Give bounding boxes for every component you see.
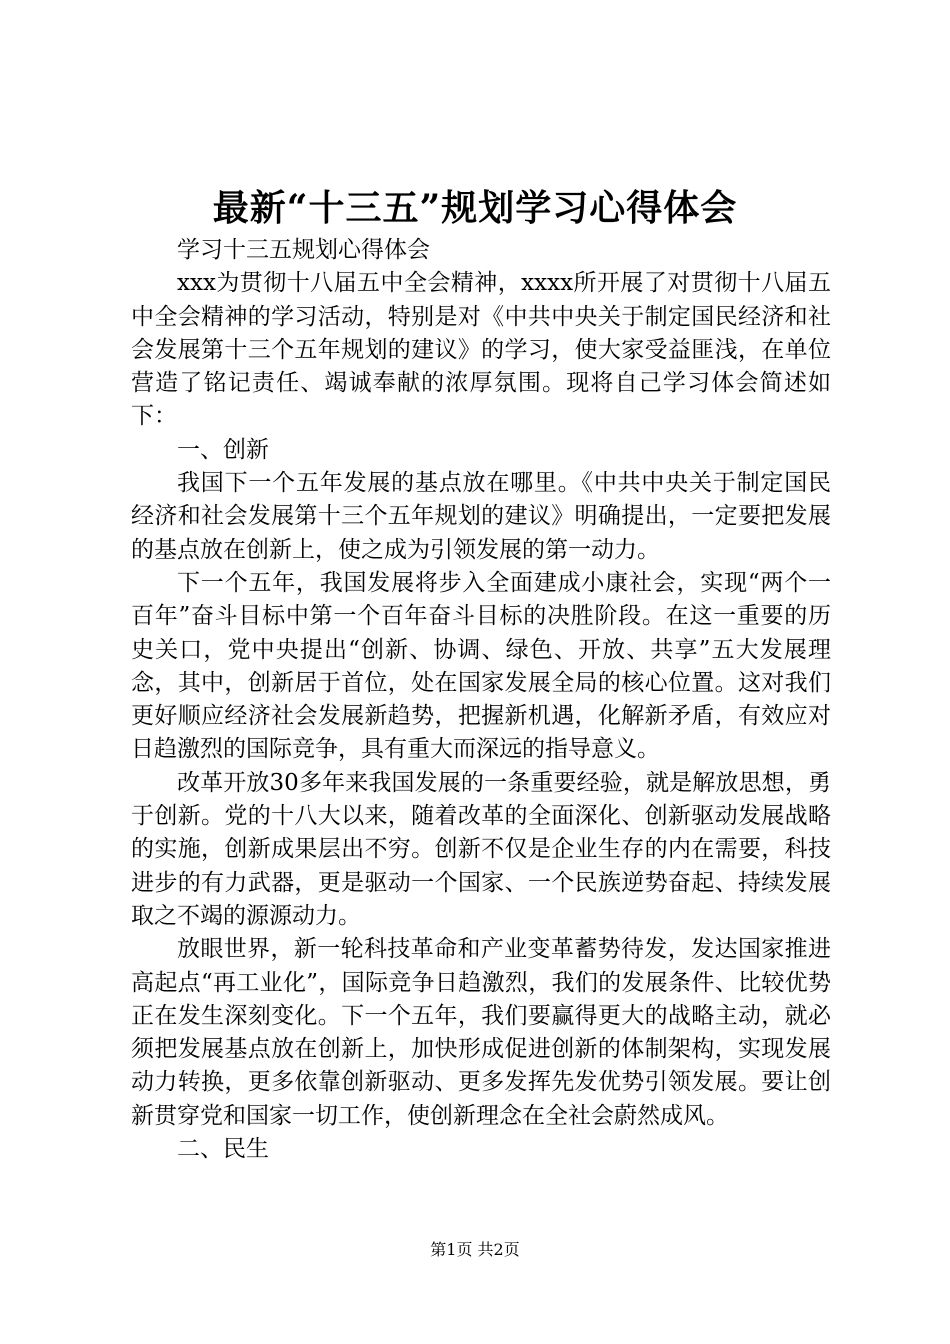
- document-title: 最新“十三五”规划学习心得体会: [212, 187, 738, 229]
- section-heading-livelihood: 二、民生: [177, 1136, 269, 1163]
- document-subtitle: 学习十三五规划心得体会: [177, 237, 430, 263]
- paragraph-innovation-1: 我国下一个五年发展的基点放在哪里。《中共中央关于制定国民经济和社会发展第十三个五年规划的建议》明确提出，一定要把发展的基点放在创新上，使之成为引领发展的第一动力。: [131, 470, 831, 563]
- section-heading-innovation: 一、创新: [177, 436, 269, 463]
- paragraph-intro: xxx为贯彻十八届五中全会精神，xxxx所开展了对贯彻十八届五中全会精神的学习活动，特别是对《中共中央关于制定国民经济和社会发展第十三个五年规划的建议》的学习，使大家受益匪浅，在单位营造了铭记责任、竭诚奉献的浓厚氛围。现将自己学习体会简述如下：: [131, 270, 831, 430]
- paragraph-innovation-3: 改革开放30多年来我国发展的一条重要经验，就是解放思想，勇于创新。党的十八大以来，随着改革的全面深化、创新驱动发展战略的实施，创新成果层出不穷。创新不仅是企业生存的内在需要，科技进步的有力武器，更是驱动一个国家、一个民族逆势奋起、持续发展取之不竭的源源动力。: [131, 769, 831, 929]
- paragraph-innovation-4: 放眼世界，新一轮科技革命和产业变革蓄势待发，发达国家推进高起点“再工业化”，国际竞争日趋激烈，我们的发展条件、比较优势正在发生深刻变化。下一个五年，我们要赢得更大的战略主动，就必须把发展基点放在创新上，加快形成促进创新的体制架构，实现发展动力转换，更多依靠创新驱动、更多发挥先发优势引领发展。要让创新贯穿党和国家一切工作，使创新理念在全社会蔚然成风。: [131, 936, 831, 1129]
- document-body: [131, 234, 831, 1166]
- paragraph-innovation-2: 下一个五年，我国发展将步入全面建成小康社会，实现“两个一百年”奋斗目标中第一个百年奋斗目标的决胜阶段。在这一重要的历史关口，党中央提出“创新、协调、绿色、开放、共享”五大发展理念，其中，创新居于首位，处在国家发展全局的核心位置。这对我们更好顺应经济社会发展新趋势，把握新机遇，化解新矛盾，有效应对日趋激烈的国际竞争，具有重大而深远的指导意义。: [131, 569, 831, 763]
- page-footer: 第1页 共2页: [430, 1240, 520, 1259]
